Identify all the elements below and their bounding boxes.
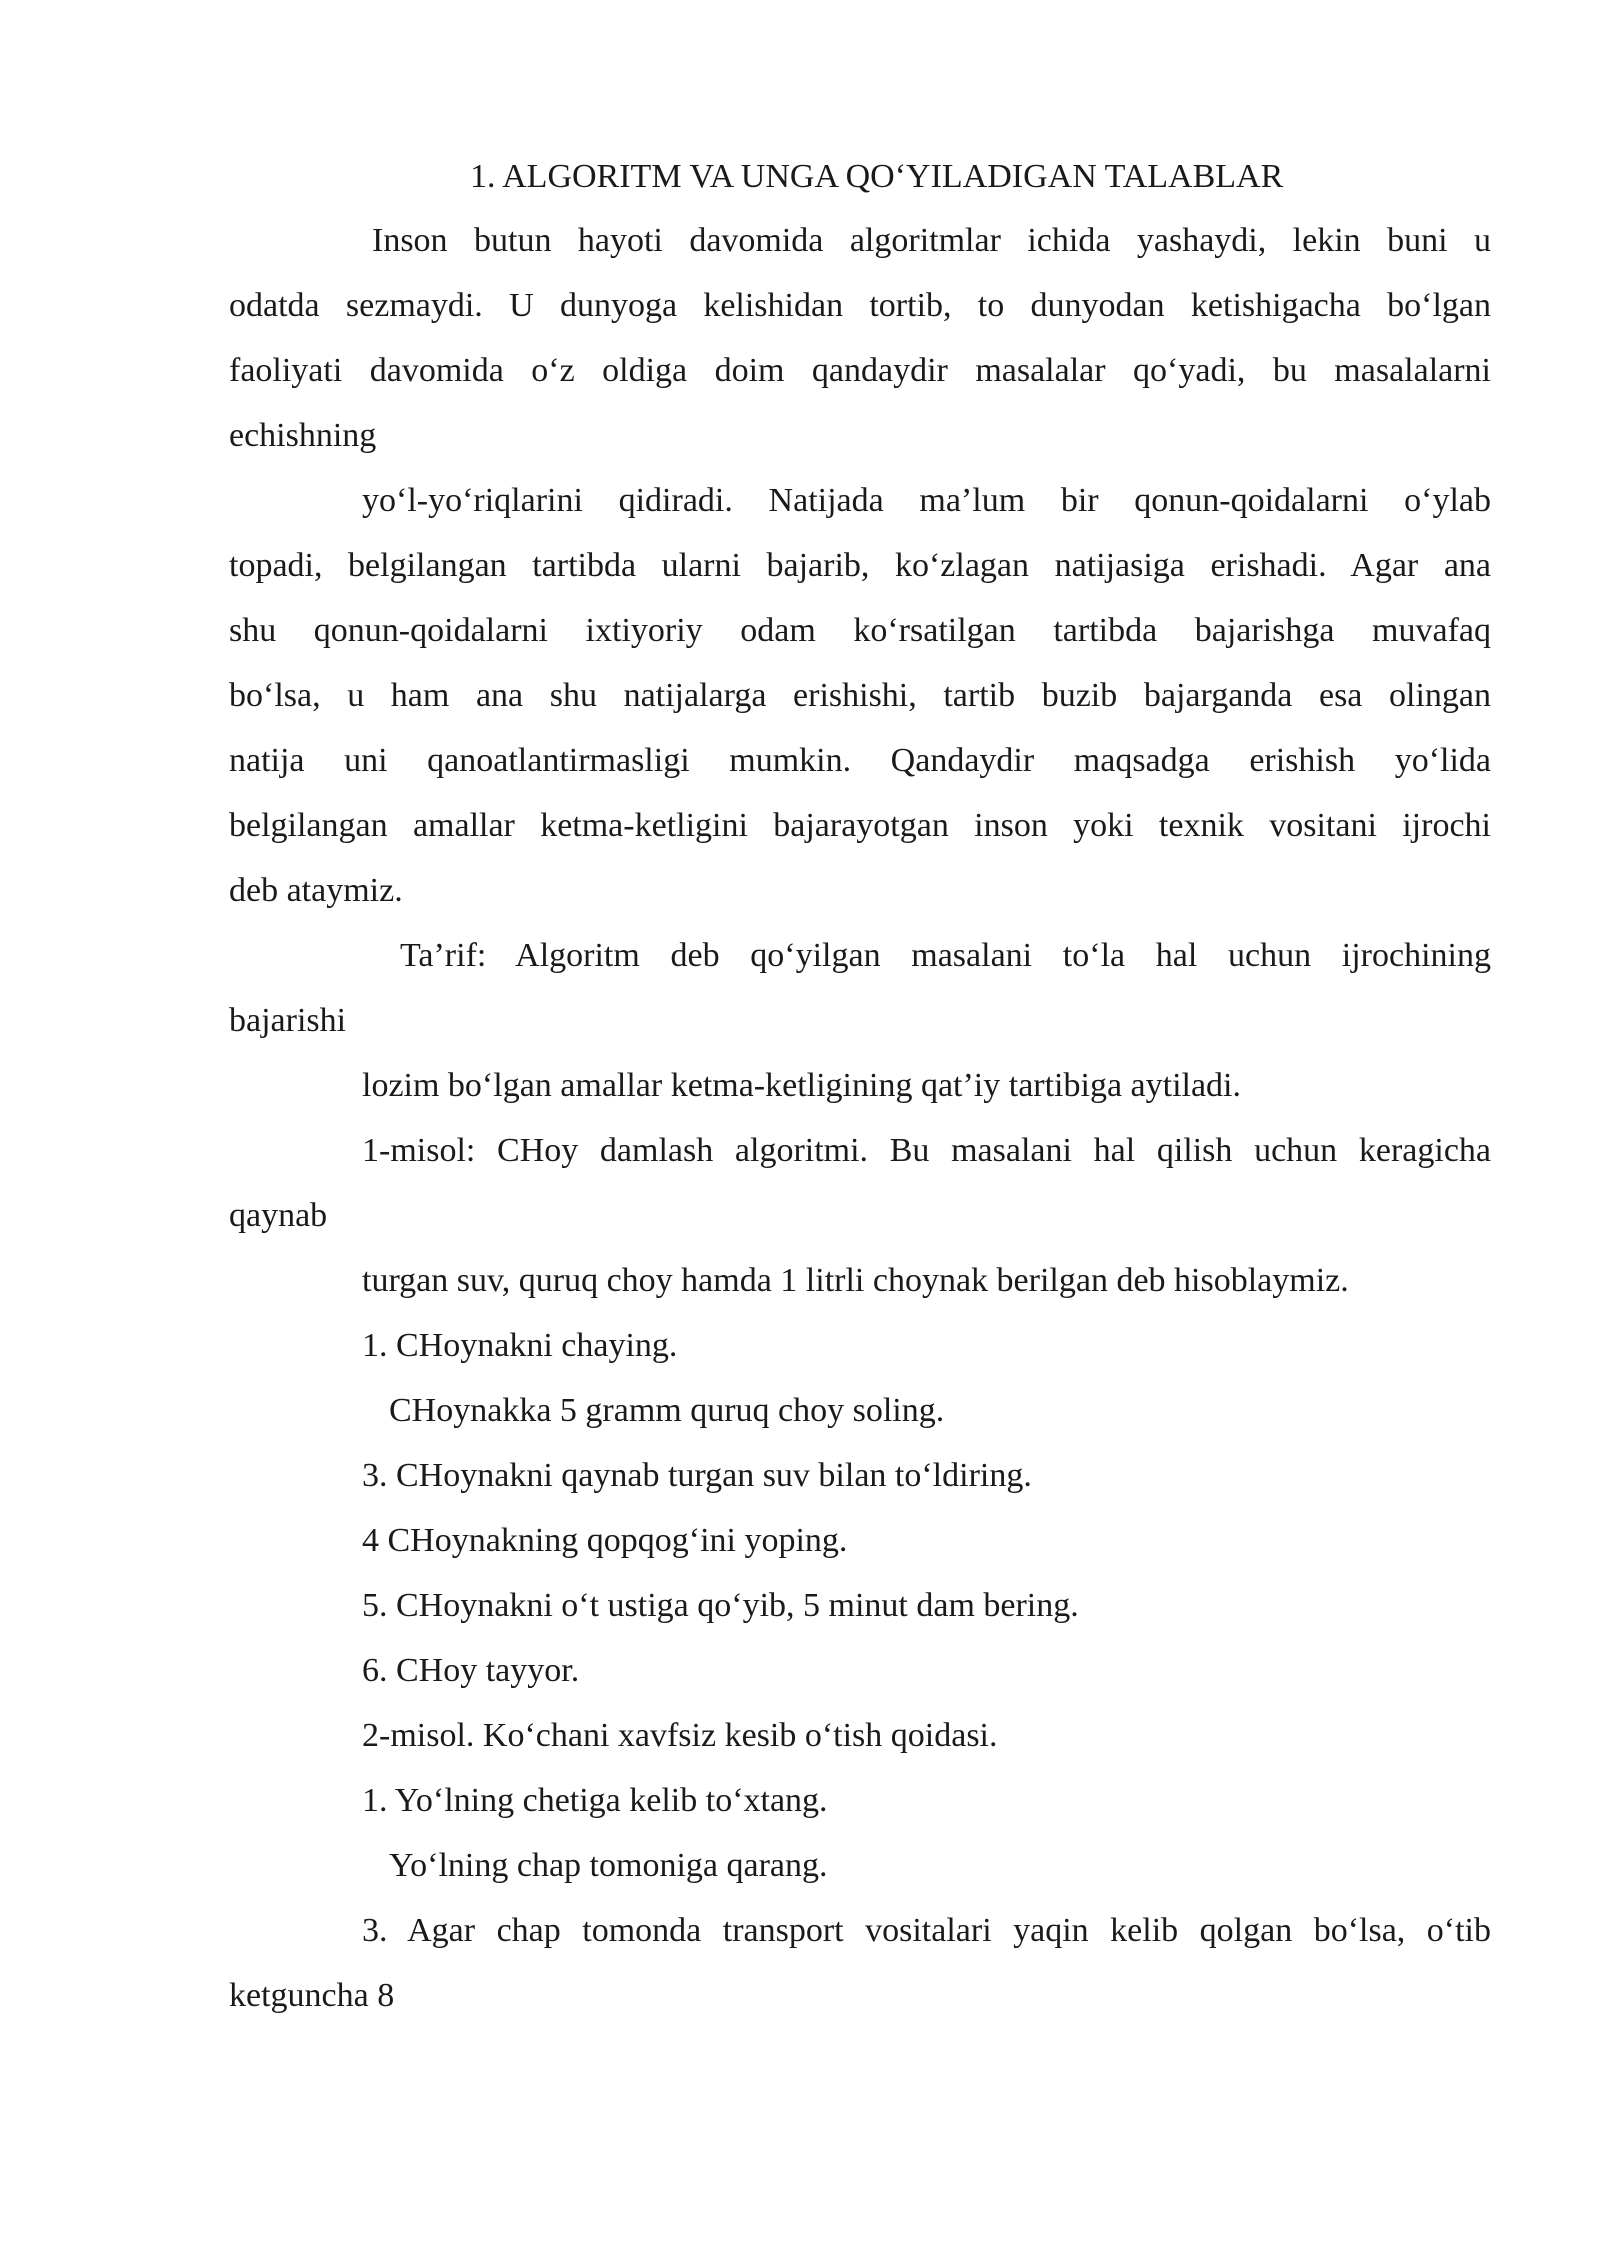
list-item: 4 CHoynakning qopqog‘ini yoping. [362, 1522, 848, 1559]
list-item: 1. Yo‘lning chetiga kelib to‘xtang. [362, 1782, 828, 1819]
paragraph-line: shu qonun-qoidalarni ixtiyoriy odam ko‘rsatilgan tartibda bajarishga muvafaq [229, 612, 1491, 649]
paragraph-line: bo‘lsa, u ham ana shu natijalarga erishishi, tartib buzib bajarganda esa olingan [229, 677, 1491, 714]
definition-line: lozim bo‘lgan amallar ketma-ketligining qat’iy tartibiga aytiladi. [362, 1067, 1242, 1104]
list-item: 3. CHoynakni qaynab turgan suv bilan to‘ldiring. [362, 1457, 1032, 1494]
paragraph-line: topadi, belgilangan tartibda ularni bajarib, ko‘zlagan natijasiga erishadi. Agar ana [229, 547, 1491, 584]
paragraph-line: faoliyati davomida o‘z oldiga doim qandaydir masalalar qo‘yadi, bu masalalarni [229, 352, 1491, 389]
definition-line: bajarishi [229, 1002, 347, 1039]
paragraph-line: Inson butun hayoti davomida algoritmlar ichida yashaydi, lekin buni u [372, 222, 1491, 259]
paragraph-line: odatda sezmaydi. U dunyoga kelishidan tortib, to dunyodan ketishigacha bo‘lgan [229, 287, 1491, 324]
example-heading: 1-misol: CHoy damlash algoritmi. Bu masalani hal qilish uchun keragicha [362, 1132, 1491, 1169]
example-heading: 2-misol. Ko‘chani xavfsiz kesib o‘tish qoidasi. [362, 1717, 998, 1754]
list-item: 5. CHoynakni o‘t ustiga qo‘yib, 5 minut dam bering. [362, 1587, 1079, 1624]
paragraph-line: natija uni qanoatlantirmasligi mumkin. Qandaydir maqsadga erishish yo‘lida [229, 742, 1491, 779]
paragraph-line: turgan suv, quruq choy hamda 1 litrli choynak berilgan deb hisoblaymiz. [362, 1262, 1349, 1299]
list-item: 1. CHoynakni chaying. [362, 1327, 678, 1364]
list-item: CHoynakka 5 gramm quruq choy soling. [389, 1392, 945, 1429]
paragraph-line: echishning [229, 417, 377, 454]
paragraph-line: qaynab [229, 1197, 328, 1234]
paragraph-line: belgilangan amallar ketma-ketligini bajarayotgan inson yoki texnik vositani ijrochi [229, 807, 1491, 844]
list-item: 6. CHoy tayyor. [362, 1652, 580, 1689]
definition-line: Ta’rif: Algoritm deb qo‘yilgan masalani to‘la hal uchun ijrochining [400, 937, 1491, 974]
paragraph-line: deb ataymiz. [229, 872, 403, 909]
list-item: 3. Agar chap tomonda transport vositalari yaqin kelib qolgan bo‘lsa, o‘tib [362, 1912, 1491, 1949]
document-title: 1. ALGORITM VA UNGA QO‘YILADIGAN TALABLAR [470, 158, 1284, 195]
list-item: ketguncha 8 [229, 1977, 395, 2014]
paragraph-line: yo‘l-yo‘riqlarini qidiradi. Natijada ma’lum bir qonun-qoidalarni o‘ylab [362, 482, 1491, 519]
list-item: Yo‘lning chap tomoniga qarang. [389, 1847, 828, 1884]
